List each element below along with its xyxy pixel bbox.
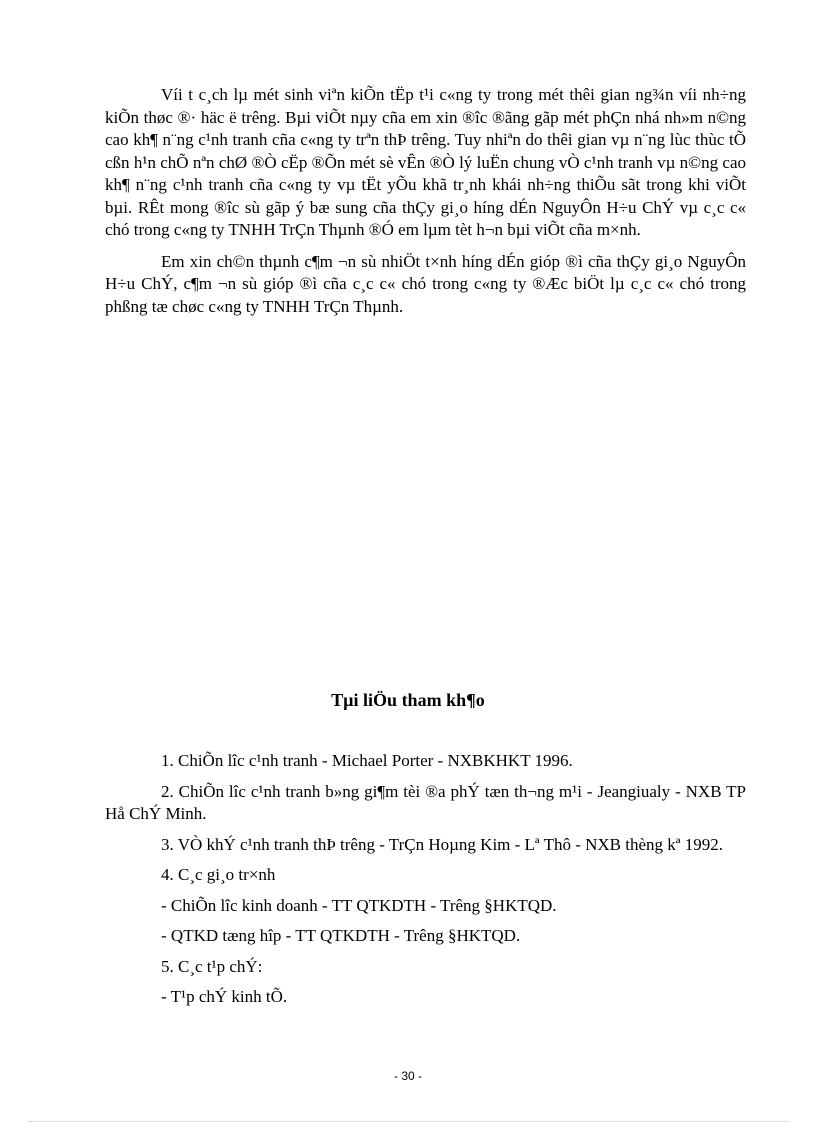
intro-section [105, 84, 746, 318]
reference-item: - ChiÕn lîc kinh doanh - TT QTKDTH - Trêng §HKTQD. [161, 895, 557, 915]
reference-item: 5. C¸c t¹p chÝ: [161, 956, 263, 976]
reference-item: 4. C¸c gi¸o tr×nh [161, 865, 276, 884]
page-number: - 30 - [393, 1069, 422, 1083]
reference-item: - T¹p chÝ kinh tÕ. [161, 987, 288, 1006]
references-list [105, 750, 746, 1017]
intro-paragraph: Em xin ch©n thµnh c¶m ¬n sù nhiÖt t×nh híng dÉn gióp ®ì cña thÇy gi¸o NguyÔn H÷u ChÝ, c¶m ¬n sù gióp ®ì cña c¸c c« chó trong c«ng ty ®Æc biÖt lµ c¸c c« chó trong phßng tæ chøc c«ng ty TNHH TrÇn Thµnh. [105, 251, 746, 316]
page-bottom-divider [28, 1121, 788, 1122]
intro-paragraph: Víi t c¸ch lµ mét sinh viªn kiÕn tËp t¹i c«ng ty trong mét thêi gian ng¾n víi nh÷ng kiÕn thøc ®· häc ë trêng. Bµi viÕt nµy cña em xin ®îc ®ãng gãp mét phÇn nhá nh»m n©ng cao kh¶ n¨ng c¹nh tranh cña c«ng ty trªn thÞ trêng. Tuy nhiªn do thêi gian vµ n¨ng lùc thùc tÕ cßn h¹n chÕ nªn chØ ®Ò cËp ®Õn mét sè vÊn ®Ò lý luËn chung vÒ c¹nh tranh vµ n©ng cao kh¶ n¨ng c¹nh tranh cña c«ng ty vµ tËt yÕu khã tr¸nh khái nh÷ng thiÕu sãt trong khi viÕt bµi. RÊt mong ®îc sù gãp ý bæ sung cña thÇy gi¸o híng dÉn NguyÔn H÷u ChÝ vµ c¸c c« chó trong c«ng ty TNHH TrÇn Thµnh ®Ó em lµm tèt h¬n bµi viÕt cña m×nh. [105, 85, 746, 239]
reference-item: - QTKD tæng hîp - TT QTKDTH - Trêng §HKTQD. [161, 926, 521, 945]
reference-item: 2. ChiÕn lîc c¹nh tranh b»ng gi¶m tèi ®a phÝ tæn th¬ng m¹i - Jeangiualy - NXB TP Hå ChÝ Minh. [105, 781, 746, 823]
reference-item: 1. ChiÕn lîc c¹nh tranh - Michael Porter - NXBKHKT 1996. [161, 751, 573, 770]
reference-item: 3. VÒ khÝ c¹nh tranh thÞ trêng - TrÇn Hoµng Kim - Lª Thô - NXB thèng kª 1992. [161, 834, 723, 854]
references-heading: Tµi liÖu tham kh¶o [331, 690, 485, 710]
